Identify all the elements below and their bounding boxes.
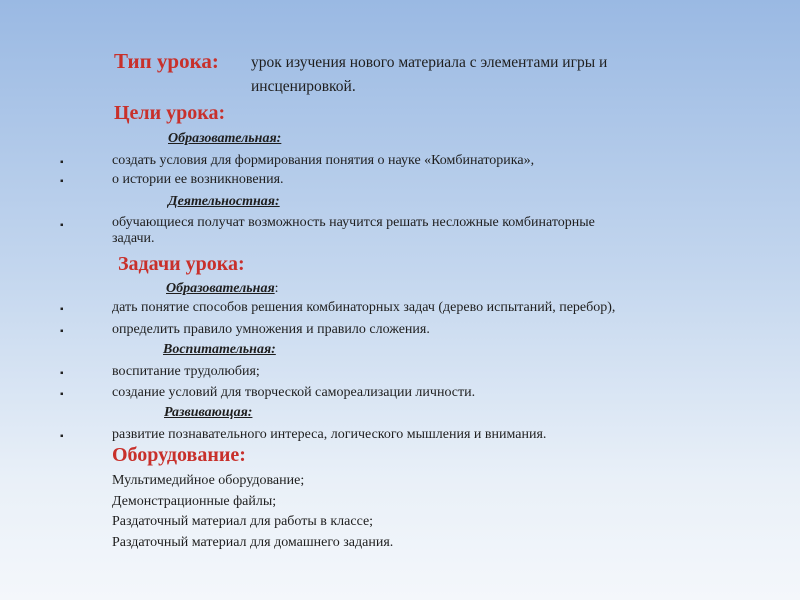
bullet-icon: ▪ xyxy=(60,389,64,400)
goals-activity-item-line2: задачи. xyxy=(112,231,155,246)
tasks-upbringing-item-2: создание условий для творческой самореализации личности. xyxy=(112,385,476,400)
bullet-icon: ▪ xyxy=(60,176,64,187)
goals-heading: Цели урока: xyxy=(114,102,226,124)
goals-activity-item-line1: обучающиеся получат возможность научится решать несложные комбинаторные xyxy=(112,215,595,230)
tasks-heading: Задачи урока: xyxy=(118,253,245,275)
equipment-item-1: Мультимедийное оборудование; xyxy=(112,473,305,488)
goals-activity-label: Деятельностная: xyxy=(168,194,280,209)
tasks-educational-label: Образовательная xyxy=(166,281,275,296)
equipment-item-3: Раздаточный материал для работы в классе; xyxy=(112,514,374,529)
goals-educational-item-1: создать условия для формирования понятия о науке «Комбинаторика», xyxy=(112,153,535,168)
tasks-upbringing-item-1: воспитание трудолюбия; xyxy=(112,364,260,379)
bullet-icon: ▪ xyxy=(60,157,64,168)
lesson-type-label: Тип урока: xyxy=(114,49,219,73)
tasks-developing-label: Развивающая: xyxy=(164,405,253,420)
tasks-educational-item-1: дать понятие способов решения комбинаторных задач (дерево испытаний, перебор), xyxy=(112,300,616,315)
tasks-upbringing-label: Воспитательная: xyxy=(163,342,276,357)
lesson-type-text-line2: инсценировкой. xyxy=(251,78,356,95)
bullet-icon: ▪ xyxy=(60,304,64,315)
bullet-icon: ▪ xyxy=(60,220,64,231)
tasks-educational-label-wrap xyxy=(166,279,279,297)
tasks-developing-item-1: развитие познавательного интереса, логического мышления и внимания. xyxy=(112,427,547,442)
bullet-icon: ▪ xyxy=(60,368,64,379)
goals-educational-label: Образовательная: xyxy=(168,131,282,146)
bullet-icon: ▪ xyxy=(60,431,64,442)
equipment-heading: Оборудование: xyxy=(112,444,246,466)
goals-educational-item-2: о истории ее возникновения. xyxy=(112,172,284,187)
tasks-educational-suffix: : xyxy=(274,281,279,296)
bullet-icon: ▪ xyxy=(60,326,64,337)
equipment-item-2: Демонстрационные файлы; xyxy=(112,494,277,509)
tasks-educational-item-2: определить правило умножения и правило сложения. xyxy=(112,322,430,337)
equipment-item-4: Раздаточный материал для домашнего задания. xyxy=(112,535,394,550)
lesson-type-text-line1: урок изучения нового материала с элементами игры и xyxy=(251,54,608,71)
